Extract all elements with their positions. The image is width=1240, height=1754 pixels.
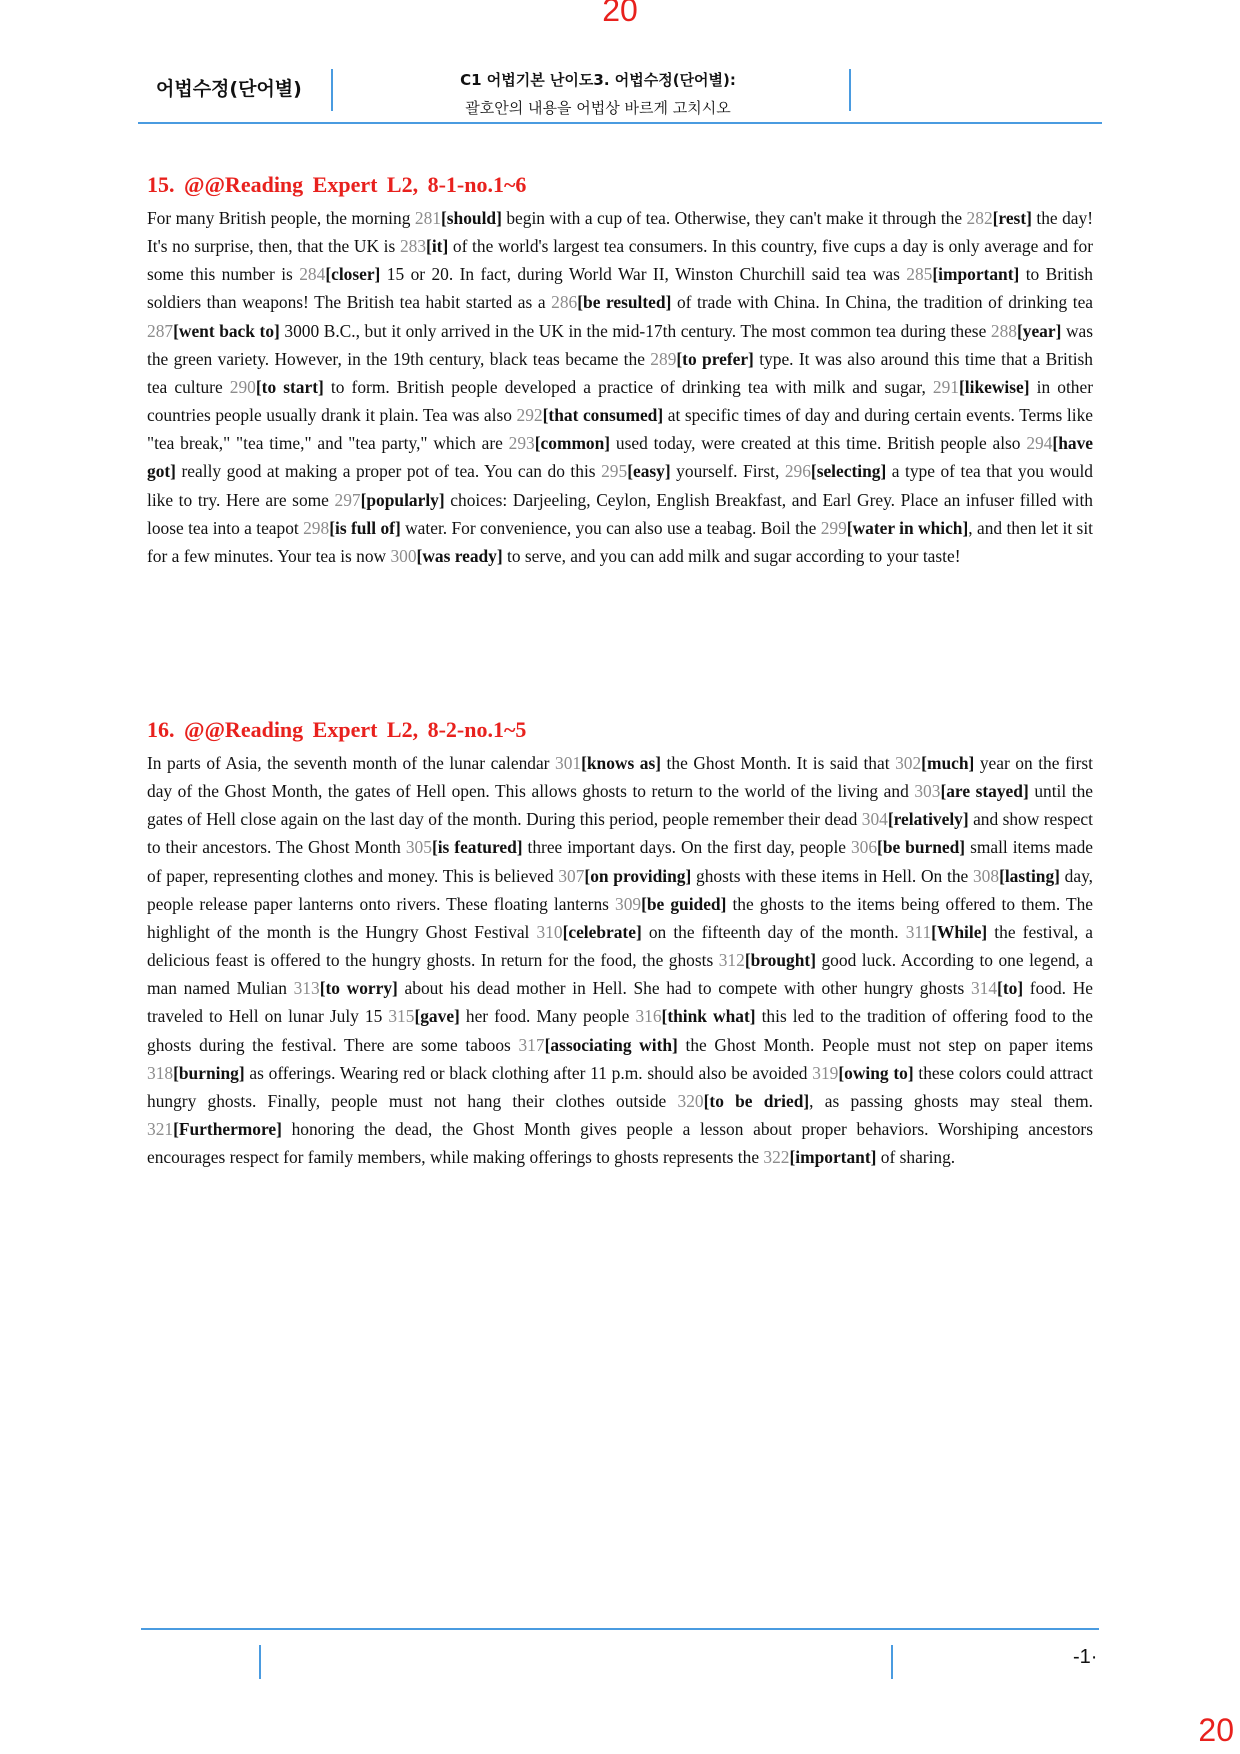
page-number-bottom: 20 — [1198, 1712, 1234, 1748]
blank-number: 320 — [677, 1090, 704, 1111]
bracket-item: [gave] — [414, 1006, 460, 1027]
bracket-item: [While] — [931, 921, 988, 942]
header-category-title: 어법수정(단어별) — [156, 78, 302, 100]
bracket-item: [went back to] — [173, 320, 280, 341]
bracket-item: [important] — [932, 264, 1020, 285]
blank-number: 288 — [990, 320, 1017, 341]
bracket-item: [Furthermore] — [173, 1119, 282, 1140]
blank-number: 322 — [763, 1147, 790, 1168]
bracket-item: [associating with] — [544, 1034, 678, 1055]
bracket-item: [that consumed] — [542, 405, 664, 426]
bracket-item: [easy] — [627, 461, 671, 482]
bracket-item: [popularly] — [360, 489, 445, 510]
blank-number: 312 — [718, 950, 745, 971]
bracket-item: [relatively] — [887, 809, 969, 830]
blank-number: 310 — [536, 921, 563, 942]
bracket-item: [burning] — [173, 1062, 245, 1083]
blank-number: 311 — [905, 921, 932, 942]
section-title: 16. @@Reading Expert L2, 8-2-no.1~5 — [147, 717, 527, 742]
bracket-item: [selecting] — [810, 461, 887, 482]
blank-number: 306 — [850, 837, 878, 858]
bracket-item: [rest] — [992, 208, 1032, 228]
bracket-item: [is full of] — [329, 517, 401, 538]
bracket-item: [much] — [921, 753, 975, 773]
blank-number: 284 — [299, 264, 326, 285]
bracket-item: [lasting] — [999, 865, 1060, 886]
blank-number: 285 — [906, 264, 933, 285]
bracket-item: [common] — [534, 433, 611, 454]
footer-divider-right — [891, 1645, 893, 1679]
blank-number: 316 — [635, 1006, 662, 1027]
bracket-item: [be guided] — [641, 893, 727, 914]
blank-number: 319 — [812, 1062, 839, 1083]
blank-number: 315 — [388, 1006, 415, 1027]
header-instruction — [338, 66, 858, 122]
bracket-item: [be resulted] — [577, 292, 672, 313]
blank-number: 296 — [784, 461, 811, 482]
footer-page-label: -1· — [1073, 1646, 1098, 1668]
bracket-item: [owing to] — [838, 1062, 914, 1083]
bracket-item: [should] — [440, 208, 502, 228]
footer-divider-left — [259, 1645, 261, 1679]
blank-number: 290 — [229, 376, 256, 397]
bracket-item: [is featured] — [431, 837, 523, 858]
page-number-top: 20 — [602, 0, 638, 28]
header-instruction-line2: 괄호안의 내용을 어법상 바르게 고치시오 — [465, 99, 731, 117]
blank-number: 295 — [601, 461, 628, 482]
blank-number: 297 — [334, 489, 361, 510]
bracket-item: [celebrate] — [562, 921, 642, 942]
blank-number: 308 — [972, 865, 1000, 886]
bracket-item: [closer] — [325, 264, 381, 285]
bracket-item: [likewise] — [959, 376, 1030, 397]
header-instruction-line1: C1 어법기본 난이도3. 어법수정(단어별): — [460, 71, 736, 89]
blank-number: 301 — [555, 753, 582, 773]
blank-number: 289 — [650, 348, 677, 369]
blank-number: 302 — [895, 753, 922, 773]
bracket-item: [have got] — [147, 433, 1093, 482]
header-divider-left — [331, 69, 333, 111]
blank-number: 318 — [147, 1062, 174, 1083]
blank-number: 292 — [516, 405, 543, 426]
bracket-item: [brought] — [744, 950, 816, 971]
blank-number: 291 — [932, 376, 959, 397]
bracket-item: [to be dried] — [703, 1090, 810, 1111]
section-16 — [147, 715, 1093, 1171]
passage-text: For many British people, the morning 281[should] begin with a cup of tea. Otherwise, they can't make it through the 282[rest] the day! It's no surprise, then, that the UK is 283[it] of the world's largest tea consumers. In this country, five cups a day is only average and for some this number is 284[closer] 15 or 20. In fact, during World War II, Winston Churchill said tea was 285[important] to British soldiers than weapons! The British tea habit started as a 286[be resulted] of trade with China. In China, the tradition of drinking tea 287[went back to] 3000 B.C., but it only arrived in the UK in the mid-17th century. The most common tea during these 288[year] was the green variety. However, in the 19th century, black teas became the 289[to prefer] type. It was also around this time that a British tea culture 290[to start] to form. British people developed a practice of drinking tea with milk and sugar, 291[likewise] in other countries people usually drank it plain. Tea was also 292[that consumed] at specific times of day and during certain events. Terms like "tea break," "tea time," and "tea party," which are 293[common] used today, were created at this time. British people also 294[have got] really good at making a proper pot of tea. You can do this 295[easy] yourself. First, 296[selecting] a type of tea that you would like to try. Here are some 297[popularly] choices: Darjeeling, Ceylon, English Breakfast, and Earl Grey. Place an infuser filled with loose tea into a teapot 298[is full of] water. For convenience, you can also use a teabag. Boil the 299[water in which], and then let it sit for a few minutes. Your tea is now 300[was ready] to serve, and you can add milk and sugar according to your taste! — [147, 208, 1094, 566]
footer-rule — [141, 1628, 1099, 1630]
passage-text: In parts of Asia, the seventh month of the lunar calendar 301[knows as] the Ghost Month. It is said that 302[much] year on the first day of the Ghost Month, the gates of Hell open. This allows ghosts to return to the world of the living and 303[are stayed] until the gates of Hell close again on the last day of the month. During this period, people remember their dead 304[relatively] and show respect to their ancestors. The Ghost Month 305[is featured] three important days. On the first day, people 306[be burned] small items made of paper, representing clothes and money. This is believed 307[on providing] ghosts with these items in Hell. On the 308[lasting] day, people release paper lanterns onto rivers. These floating lanterns 309[be guided] the ghosts to the items being offered to them. The highlight of the month is the Hungry Ghost Festival 310[celebrate] on the fifteenth day of the month. 311[While] the festival, a delicious feast is offered to the hungry ghosts. In return for the food, the ghosts 312[brought] good luck. According to one legend, a man named Mulian 313[to worry] about his dead mother in Hell. She had to compete with other hungry ghosts 314[to] food. He traveled to Hell on lunar July 15 315[gave] her food. Many people 316[think what] this led to the tradition of offering food to the ghosts during the festival. There are some taboos 317[associating with] the Ghost Month. People must not step on paper items 318[burning] as offerings. Wearing red or black clothing after 11 p.m. should also be avoided 319[owing to] these colors could attract hungry ghosts. Finally, people must not hang their clothes outside 320[to be dried], as passing ghosts may steal them. 321[Furthermore] honoring the dead, the Ghost Month gives people a lesson about proper behaviors. Worshiping ancestors encourages respect for family members, while making offerings to ghosts represents the 322[important] of sharing. — [147, 753, 1094, 1168]
bracket-item: [important] — [789, 1147, 877, 1168]
blank-number: 286 — [551, 292, 578, 313]
blank-number: 299 — [820, 517, 847, 538]
bracket-item: [on providing] — [584, 865, 692, 886]
bracket-item: [knows as] — [581, 753, 662, 773]
blank-number: 287 — [147, 320, 174, 341]
blank-number: 305 — [405, 837, 432, 858]
header-divider-right — [849, 69, 851, 111]
section-title: 15. @@Reading Expert L2, 8-1-no.1~6 — [147, 172, 527, 197]
blank-number: 300 — [390, 545, 417, 566]
blank-number: 304 — [861, 809, 888, 830]
bracket-item: [water in which] — [846, 517, 969, 538]
blank-number: 293 — [508, 433, 535, 454]
blank-number: 294 — [1026, 433, 1053, 454]
blank-number: 307 — [558, 865, 585, 886]
blank-number: 303 — [914, 781, 941, 802]
page-header — [138, 66, 1102, 124]
bracket-item: [to prefer] — [676, 348, 754, 369]
bracket-item: [was ready] — [416, 545, 503, 566]
blank-number: 313 — [293, 978, 320, 999]
blank-number: 314 — [970, 978, 998, 999]
bracket-item: [to] — [997, 978, 1024, 999]
bracket-item: [think what] — [661, 1006, 756, 1027]
bracket-item: [to start] — [255, 376, 324, 397]
blank-number: 321 — [147, 1119, 174, 1140]
bracket-item: [year] — [1016, 320, 1062, 341]
bracket-item: [it] — [426, 236, 449, 257]
section-15 — [147, 170, 1093, 570]
bracket-item: [to worry] — [319, 978, 398, 999]
blank-number: 281 — [414, 208, 441, 228]
blank-number: 283 — [399, 236, 427, 257]
blank-number: 298 — [303, 517, 330, 538]
blank-number: 309 — [615, 893, 642, 914]
bracket-item: [be burned] — [877, 837, 966, 858]
blank-number: 317 — [518, 1034, 545, 1055]
bracket-item: [are stayed] — [940, 781, 1029, 802]
blank-number: 282 — [966, 208, 993, 228]
